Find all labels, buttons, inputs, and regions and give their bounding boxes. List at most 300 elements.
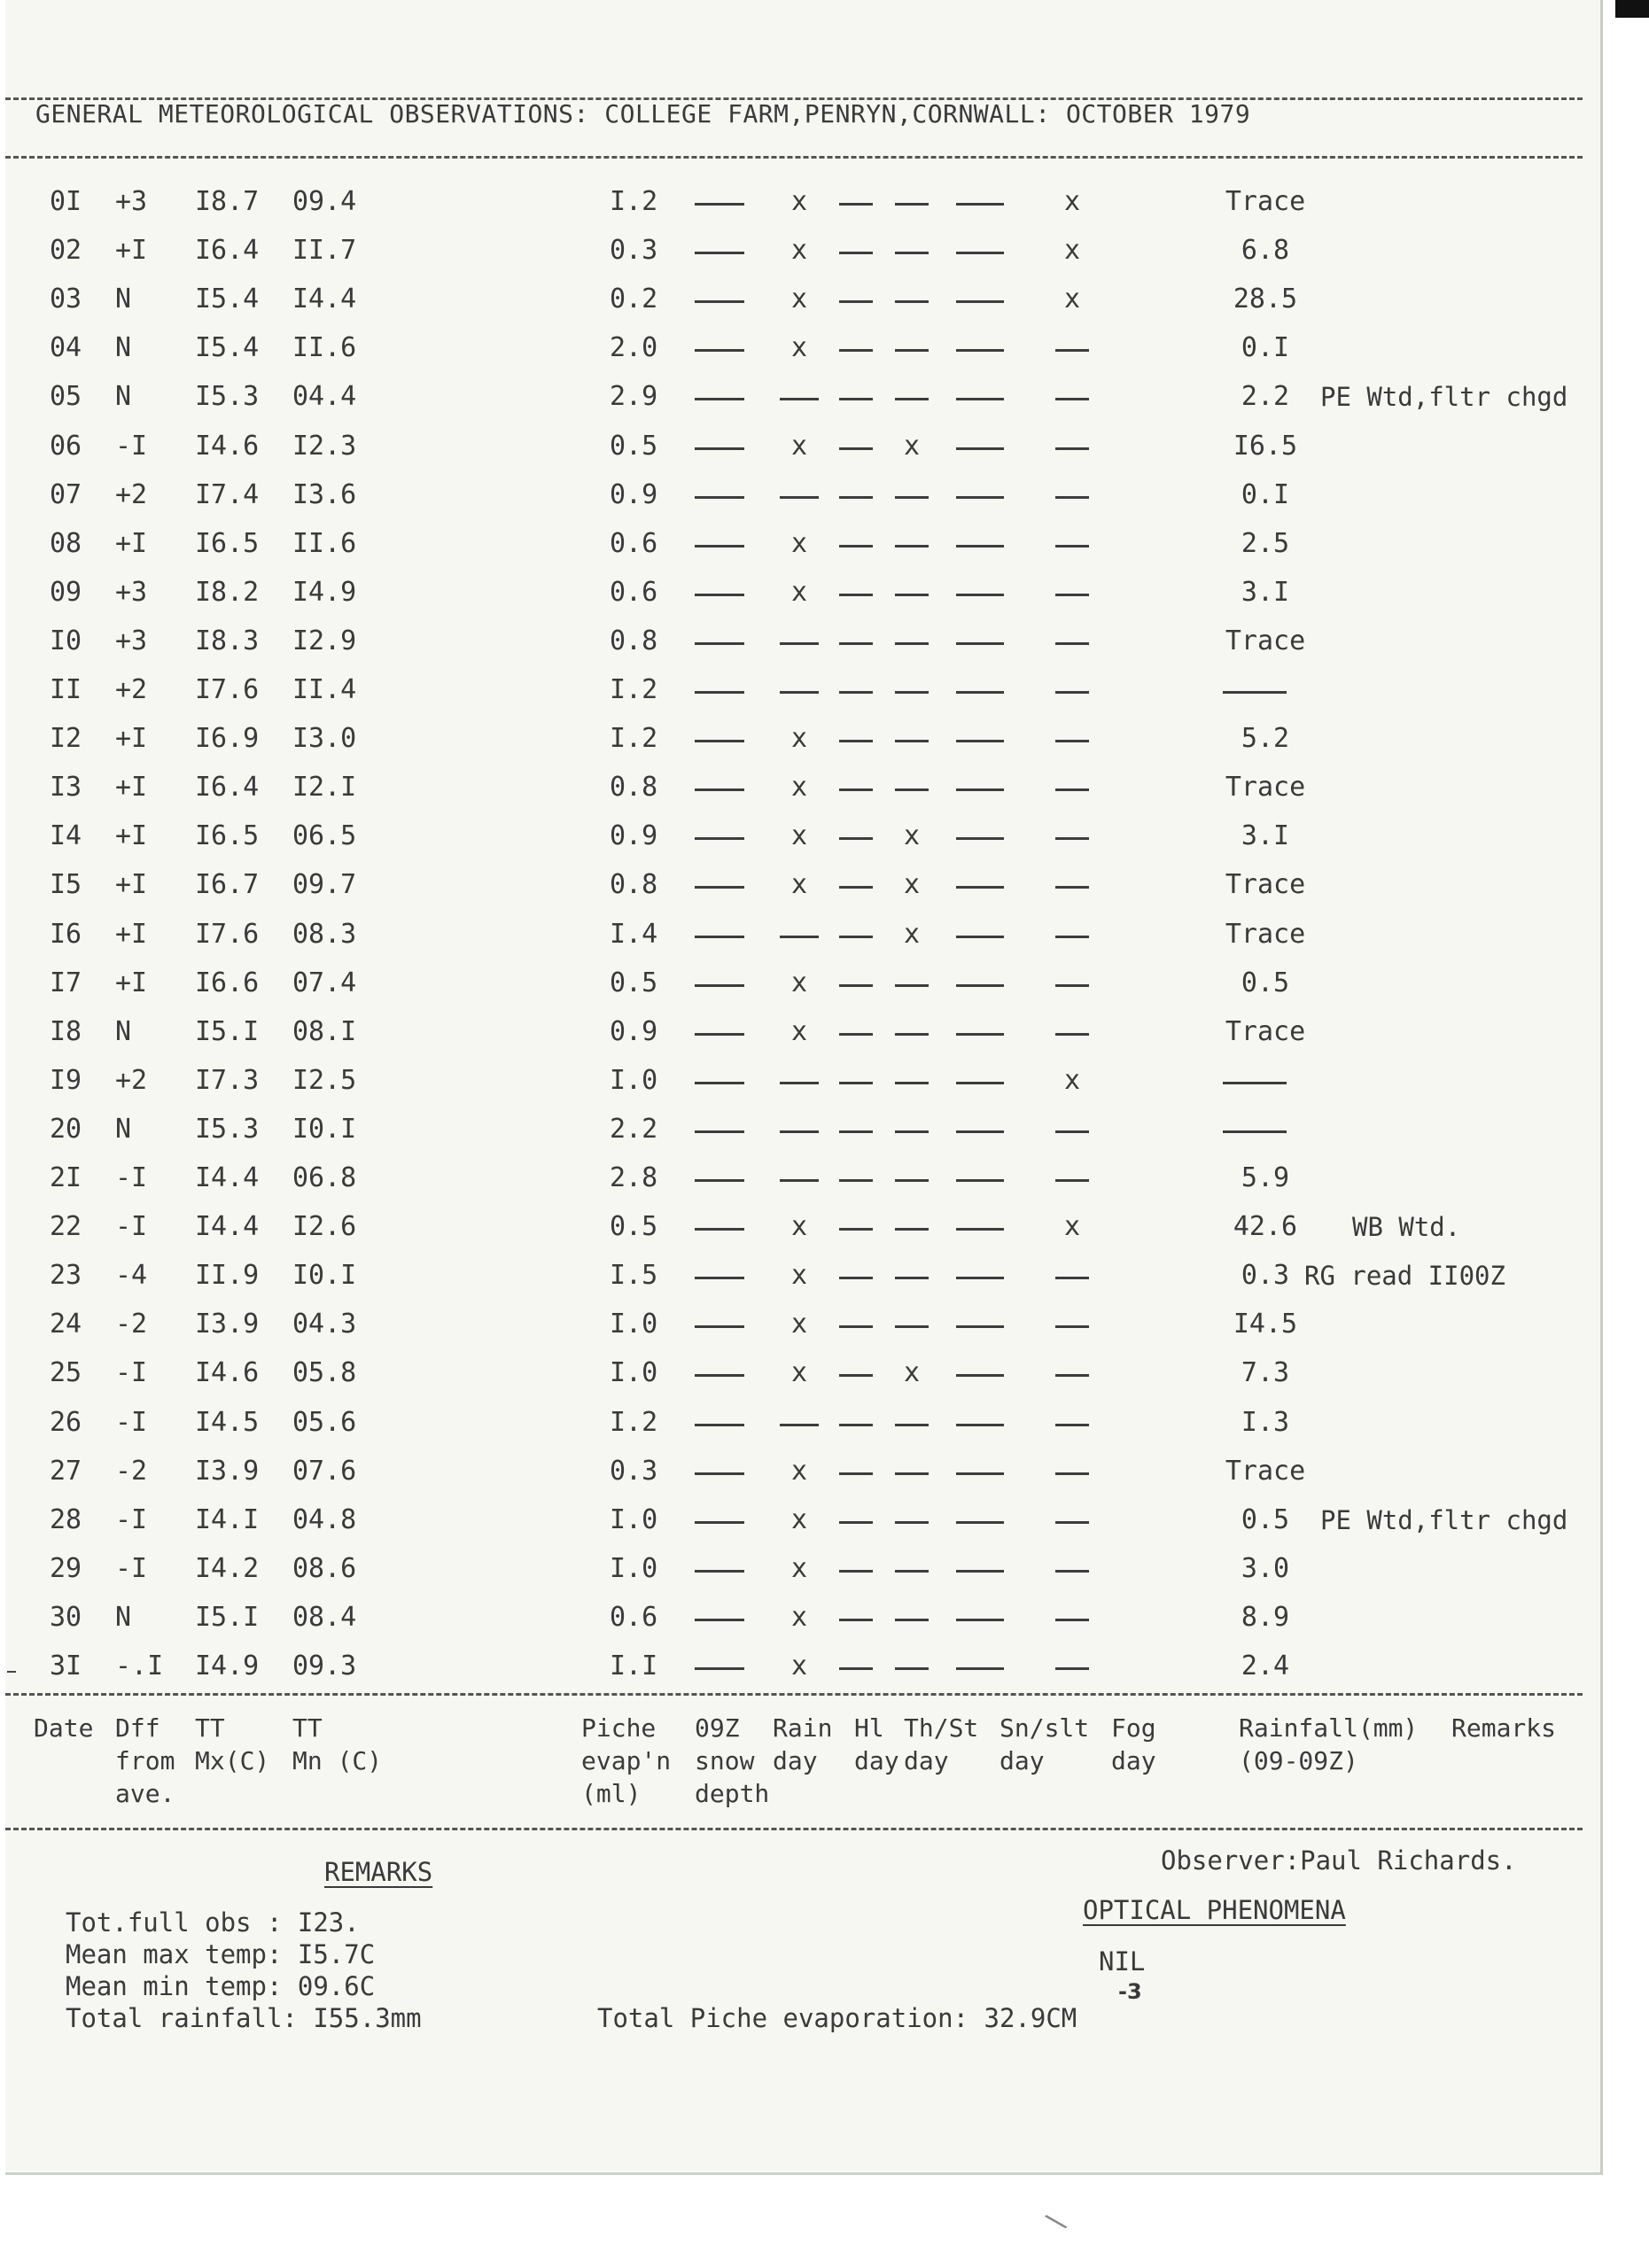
cell-fog-dash [1055,1130,1089,1133]
total-rainfall: Total rainfall: I55.3mm [66,2003,422,2033]
cell-mn: II.6 [292,332,357,363]
cell-sn-dash [956,496,1004,499]
cell-mx: I5.3 [195,381,260,412]
cell-mn: I3.0 [292,723,357,754]
cell-th-mark: x [904,1357,921,1388]
cell-fog-dash [1055,1521,1089,1524]
cell-remarks: PE Wtd,fltr chgd [1320,1505,1568,1535]
cell-remarks: PE Wtd,fltr chgd [1320,382,1568,412]
cell-th-dash [895,1619,929,1621]
cell-sn-dash [956,1374,1004,1377]
cell-piche: 0.5 [610,967,658,998]
header-hl: Hl day [854,1713,899,1775]
cell-date: 30 [50,1602,82,1633]
cell-dff: -4 [115,1260,148,1291]
cell-th-dash [895,1570,929,1573]
cell-mn: I4.9 [292,577,357,608]
cell-mn: 07.6 [292,1456,357,1487]
cell-rain-dash [780,1424,819,1426]
cell-th-dash [895,203,929,206]
scan-mark: \ [1040,2203,1072,2240]
cell-th-mark: x [904,431,921,462]
cell-sn-dash [956,642,1004,645]
cell-date: I5 [50,869,82,900]
cell-snow-dash [695,252,744,254]
cell-piche: 0.9 [610,1016,658,1047]
table-bottom-rule [5,1693,1583,1696]
cell-sn-dash [956,1277,1004,1279]
cell-rain-mark: x [791,1456,808,1487]
cell-fog-mark: x [1064,186,1081,217]
cell-mn: 05.8 [292,1357,357,1388]
cell-mx: I4.5 [195,1407,260,1438]
cell-date: 09 [50,577,82,608]
cell-fog-dash [1055,1424,1089,1426]
cell-hl-dash [839,837,873,840]
cell-hl-dash [839,1521,873,1524]
cell-mn: I2.9 [292,625,357,656]
cell-rainfall: Trace [1225,186,1306,217]
cell-rain-mark: x [791,723,808,754]
cell-fog-dash [1055,1179,1089,1182]
cell-snow-dash [695,837,744,840]
cell-dff: -I [115,1553,148,1584]
cell-rainfall: Trace [1225,919,1306,950]
cell-fog-dash [1055,349,1089,352]
cell-rain-mark: x [791,332,808,363]
cell-snow-dash [695,788,744,791]
cell-mx: I4.6 [195,431,260,462]
header-date: Date [34,1713,94,1743]
cell-mx: I6.4 [195,772,260,803]
cell-dff: +I [115,235,148,266]
cell-dff: N [115,381,132,412]
cell-hl-dash [839,545,873,548]
cell-rainfall: 28.5 [1233,284,1298,315]
header-snslt: Sn/slt day [1000,1713,1090,1775]
cell-rainfall: 2.4 [1241,1651,1290,1682]
cell-remarks: RG read II00Z [1304,1261,1505,1291]
cell-date: I0 [50,625,82,656]
cell-snow-dash [695,691,744,694]
cell-rainfall: 6.8 [1241,235,1290,266]
cell-fog-dash [1055,1325,1089,1328]
cell-mx: I7.4 [195,479,260,510]
cell-fog-dash [1055,740,1089,742]
cell-mn: 06.8 [292,1162,357,1193]
cell-snow-dash [695,1277,744,1279]
cell-fog-dash [1055,447,1089,450]
cell-mn: I2.I [292,772,357,803]
header-piche: Piche evap'n (ml) [581,1713,672,1808]
cell-th-dash [895,1472,929,1475]
cell-rainfall: 8.9 [1241,1602,1290,1633]
cell-dff: +3 [115,186,148,217]
cell-fog-dash [1055,1667,1089,1670]
cell-hl-dash [839,984,873,987]
cell-sn-dash [956,447,1004,450]
cell-hl-dash [839,447,873,450]
optical-phenomena-value: NIL [1099,1946,1146,1977]
cell-snow-dash [695,447,744,450]
header-bottom-rule [5,1828,1583,1830]
cell-fog-mark: x [1064,284,1081,315]
cell-sn-dash [956,545,1004,548]
cell-dff: -I [115,1407,148,1438]
cell-piche: 0.5 [610,1211,658,1242]
cell-mn: I3.6 [292,479,357,510]
cell-th-dash [895,1667,929,1670]
cell-mx: I4.6 [195,1357,260,1388]
cell-rainfall: 0.5 [1241,967,1290,998]
cell-date: 0I [50,186,82,217]
cell-mx: I6.9 [195,723,260,754]
cell-piche: I.5 [610,1260,658,1291]
cell-mn: 06.5 [292,820,357,851]
cell-th-dash [895,300,929,303]
cell-sn-dash [956,984,1004,987]
cell-dff: +I [115,723,148,754]
cell-sn-dash [956,1179,1004,1182]
cell-sn-dash [956,1521,1004,1524]
cell-rain-mark: x [791,967,808,998]
cell-mx: I3.9 [195,1456,260,1487]
cell-rain-mark: x [791,1260,808,1291]
cell-snow-dash [695,1619,744,1621]
cell-th-dash [895,642,929,645]
cell-piche: I.0 [610,1065,658,1096]
cell-rain-dash [780,398,819,400]
cell-dff: -I [115,1211,148,1242]
cell-piche: I.2 [610,723,658,754]
cell-piche: I.I [610,1651,658,1682]
cell-date: 06 [50,431,82,462]
cell-fog-dash [1055,886,1089,889]
cell-rain-mark: x [791,577,808,608]
cell-dff: N [115,1114,132,1145]
margin-tick [7,1671,16,1673]
cell-dff: -I [115,431,148,462]
cell-rainfall: 0.I [1241,332,1290,363]
cell-fog-dash [1055,1374,1089,1377]
cell-rain-mark: x [791,772,808,803]
cell-mx: I4.4 [195,1162,260,1193]
cell-snow-dash [695,1033,744,1036]
cell-snow-dash [695,1472,744,1475]
cell-fog-dash [1055,1277,1089,1279]
cell-sn-dash [956,837,1004,840]
cell-fog-dash [1055,691,1089,694]
cell-hl-dash [839,1374,873,1377]
cell-dff: -.I [115,1651,164,1682]
cell-rainfall: 0.I [1241,479,1290,510]
cell-fog-dash [1055,496,1089,499]
cell-dff: N [115,284,132,315]
cell-rain-mark: x [791,820,808,851]
cell-mn: 04.8 [292,1504,357,1535]
cell-fog-dash [1055,788,1089,791]
cell-sn-dash [956,1424,1004,1426]
scan-corner-shadow [1615,0,1649,18]
cell-th-dash [895,740,929,742]
cell-mx: I4.2 [195,1553,260,1584]
cell-mn: 09.4 [292,186,357,217]
cell-th-dash [895,1130,929,1133]
cell-dff: -I [115,1504,148,1535]
cell-mx: I8.2 [195,577,260,608]
cell-sn-dash [956,252,1004,254]
cell-rain-mark: x [791,1016,808,1047]
cell-dff: +2 [115,479,148,510]
cell-hl-dash [839,203,873,206]
cell-fog-dash [1055,984,1089,987]
cell-date: 3I [50,1651,82,1682]
cell-mn: II.6 [292,528,357,559]
cell-th-mark: x [904,820,921,851]
cell-date: 08 [50,528,82,559]
cell-dff: +I [115,772,148,803]
cell-sn-dash [956,1033,1004,1036]
cell-snow-dash [695,1130,744,1133]
cell-rain-mark: x [791,431,808,462]
cell-mx: II.9 [195,1260,260,1291]
cell-fog-dash [1055,1472,1089,1475]
cell-sn-dash [956,1130,1004,1133]
cell-piche: 0.3 [610,1456,658,1487]
cell-rain-mark: x [791,186,808,217]
cell-rainfall: 5.2 [1241,723,1290,754]
cell-mn: II.7 [292,235,357,266]
cell-date: II [50,674,82,705]
cell-piche: 0.9 [610,479,658,510]
cell-rainfall-dash [1223,1082,1287,1084]
cell-snow-dash [695,1082,744,1084]
cell-mx: I8.7 [195,186,260,217]
cell-th-dash [895,1277,929,1279]
cell-rainfall: Trace [1225,1456,1306,1487]
optical-handwritten-note: -3 [1118,1979,1142,2004]
cell-hl-dash [839,1424,873,1426]
cell-snow-dash [695,349,744,352]
cell-th-dash [895,349,929,352]
cell-sn-dash [956,594,1004,596]
header-rain: Rain day [773,1713,833,1775]
cell-piche: I.2 [610,186,658,217]
cell-snow-dash [695,1667,744,1670]
cell-rainfall-dash [1223,691,1287,694]
cell-date: 04 [50,332,82,363]
cell-hl-dash [839,1179,873,1182]
cell-remarks: WB Wtd. [1352,1212,1461,1242]
cell-hl-dash [839,936,873,938]
cell-hl-dash [839,398,873,400]
cell-rainfall-dash [1223,1130,1287,1133]
cell-piche: 0.6 [610,577,658,608]
cell-date: 03 [50,284,82,315]
cell-date: I3 [50,772,82,803]
cell-rain-dash [780,1130,819,1133]
cell-hl-dash [839,349,873,352]
cell-rainfall: 3.0 [1241,1553,1290,1584]
cell-mn: 08.6 [292,1553,357,1584]
cell-rainfall: 3.I [1241,820,1290,851]
cell-piche: I.0 [610,1553,658,1584]
cell-snow-dash [695,398,744,400]
cell-mn: I2.3 [292,431,357,462]
cell-snow-dash [695,886,744,889]
cell-dff: +I [115,528,148,559]
mean-min-temp: Mean min temp: 09.6C [66,1971,376,2001]
cell-rain-mark: x [791,869,808,900]
cell-dff: N [115,1016,132,1047]
optical-phenomena-heading: OPTICAL PHENOMENA [1083,1895,1346,1925]
cell-rainfall: 0.3 [1241,1260,1290,1291]
header-fog: Fog day [1111,1713,1156,1775]
cell-mx: I4.I [195,1504,260,1535]
cell-sn-dash [956,691,1004,694]
cell-date: 27 [50,1456,82,1487]
cell-hl-dash [839,594,873,596]
cell-th-dash [895,1521,929,1524]
cell-th-dash [895,788,929,791]
cell-th-mark: x [904,869,921,900]
cell-date: 24 [50,1309,82,1340]
cell-date: 07 [50,479,82,510]
cell-mx: I6.5 [195,820,260,851]
cell-piche: 0.6 [610,1602,658,1633]
cell-th-dash [895,691,929,694]
cell-rainfall: 2.5 [1241,528,1290,559]
cell-rainfall: 5.9 [1241,1162,1290,1193]
cell-date: I8 [50,1016,82,1047]
cell-dff: N [115,1602,132,1633]
cell-dff: -I [115,1162,148,1193]
cell-date: I6 [50,919,82,950]
cell-mn: 07.4 [292,967,357,998]
cell-snow-dash [695,936,744,938]
cell-mn: I2.5 [292,1065,357,1096]
header-mn: TT Mn (C) [292,1713,383,1775]
cell-hl-dash [839,1325,873,1328]
title-rule [5,156,1583,159]
cell-piche: I.2 [610,674,658,705]
cell-piche: I.0 [610,1504,658,1535]
cell-date: 20 [50,1114,82,1145]
cell-sn-dash [956,1570,1004,1573]
cell-dff: +3 [115,577,148,608]
cell-th-dash [895,1082,929,1084]
cell-sn-dash [956,740,1004,742]
header-rainfall: Rainfall(mm) (09-09Z) [1239,1713,1419,1775]
cell-rainfall: Trace [1225,772,1306,803]
cell-hl-dash [839,496,873,499]
cell-hl-dash [839,1472,873,1475]
cell-rainfall: Trace [1225,869,1306,900]
cell-th-dash [895,984,929,987]
cell-th-mark: x [904,919,921,950]
cell-rainfall: 42.6 [1233,1211,1298,1242]
cell-piche: 2.0 [610,332,658,363]
cell-date: 22 [50,1211,82,1242]
cell-hl-dash [839,1667,873,1670]
cell-snow-dash [695,300,744,303]
cell-snow-dash [695,1325,744,1328]
cell-piche: 0.6 [610,528,658,559]
header-snow: 09Z snow depth [695,1713,770,1808]
cell-dff: +2 [115,674,148,705]
cell-mn: 04.4 [292,381,357,412]
cell-hl-dash [839,1033,873,1036]
cell-date: I2 [50,723,82,754]
cell-date: I7 [50,967,82,998]
cell-th-dash [895,398,929,400]
cell-piche: 0.8 [610,625,658,656]
cell-piche: 0.3 [610,235,658,266]
cell-sn-dash [956,349,1004,352]
cell-th-dash [895,252,929,254]
cell-hl-dash [839,691,873,694]
cell-mx: I5.4 [195,332,260,363]
cell-snow-dash [695,1424,744,1426]
cell-mx: I5.I [195,1016,260,1047]
cell-th-dash [895,1033,929,1036]
cell-rain-dash [780,642,819,645]
cell-rainfall: Trace [1225,625,1306,656]
cell-th-dash [895,1228,929,1231]
cell-mn: 09.3 [292,1651,357,1682]
cell-dff: N [115,332,132,363]
cell-date: 23 [50,1260,82,1291]
cell-mx: I4.4 [195,1211,260,1242]
cell-date: I9 [50,1065,82,1096]
observer-name: Observer:Paul Richards. [1161,1845,1517,1876]
cell-rainfall: 0.5 [1241,1504,1290,1535]
cell-mx: I6.6 [195,967,260,998]
cell-th-dash [895,1325,929,1328]
cell-mx: I6.4 [195,235,260,266]
cell-snow-dash [695,642,744,645]
cell-mx: I7.6 [195,919,260,950]
cell-snow-dash [695,740,744,742]
remarks-heading: REMARKS [324,1857,433,1887]
cell-piche: I.2 [610,1407,658,1438]
cell-fog-dash [1055,545,1089,548]
cell-mn: 09.7 [292,869,357,900]
cell-piche: I.0 [610,1309,658,1340]
cell-hl-dash [839,300,873,303]
cell-mn: 04.3 [292,1309,357,1340]
cell-mx: I6.5 [195,528,260,559]
cell-th-dash [895,1179,929,1182]
cell-hl-dash [839,1619,873,1621]
cell-sn-dash [956,886,1004,889]
cell-th-dash [895,594,929,596]
cell-snow-dash [695,496,744,499]
cell-piche: I.0 [610,1357,658,1388]
cell-rain-mark: x [791,528,808,559]
cell-sn-dash [956,788,1004,791]
cell-rain-dash [780,496,819,499]
cell-sn-dash [956,1619,1004,1621]
cell-hl-dash [839,886,873,889]
cell-dff: -2 [115,1456,148,1487]
cell-rain-dash [780,1179,819,1182]
cell-dff: +I [115,919,148,950]
cell-snow-dash [695,545,744,548]
cell-snow-dash [695,1228,744,1231]
cell-date: 29 [50,1553,82,1584]
cell-dff: +3 [115,625,148,656]
